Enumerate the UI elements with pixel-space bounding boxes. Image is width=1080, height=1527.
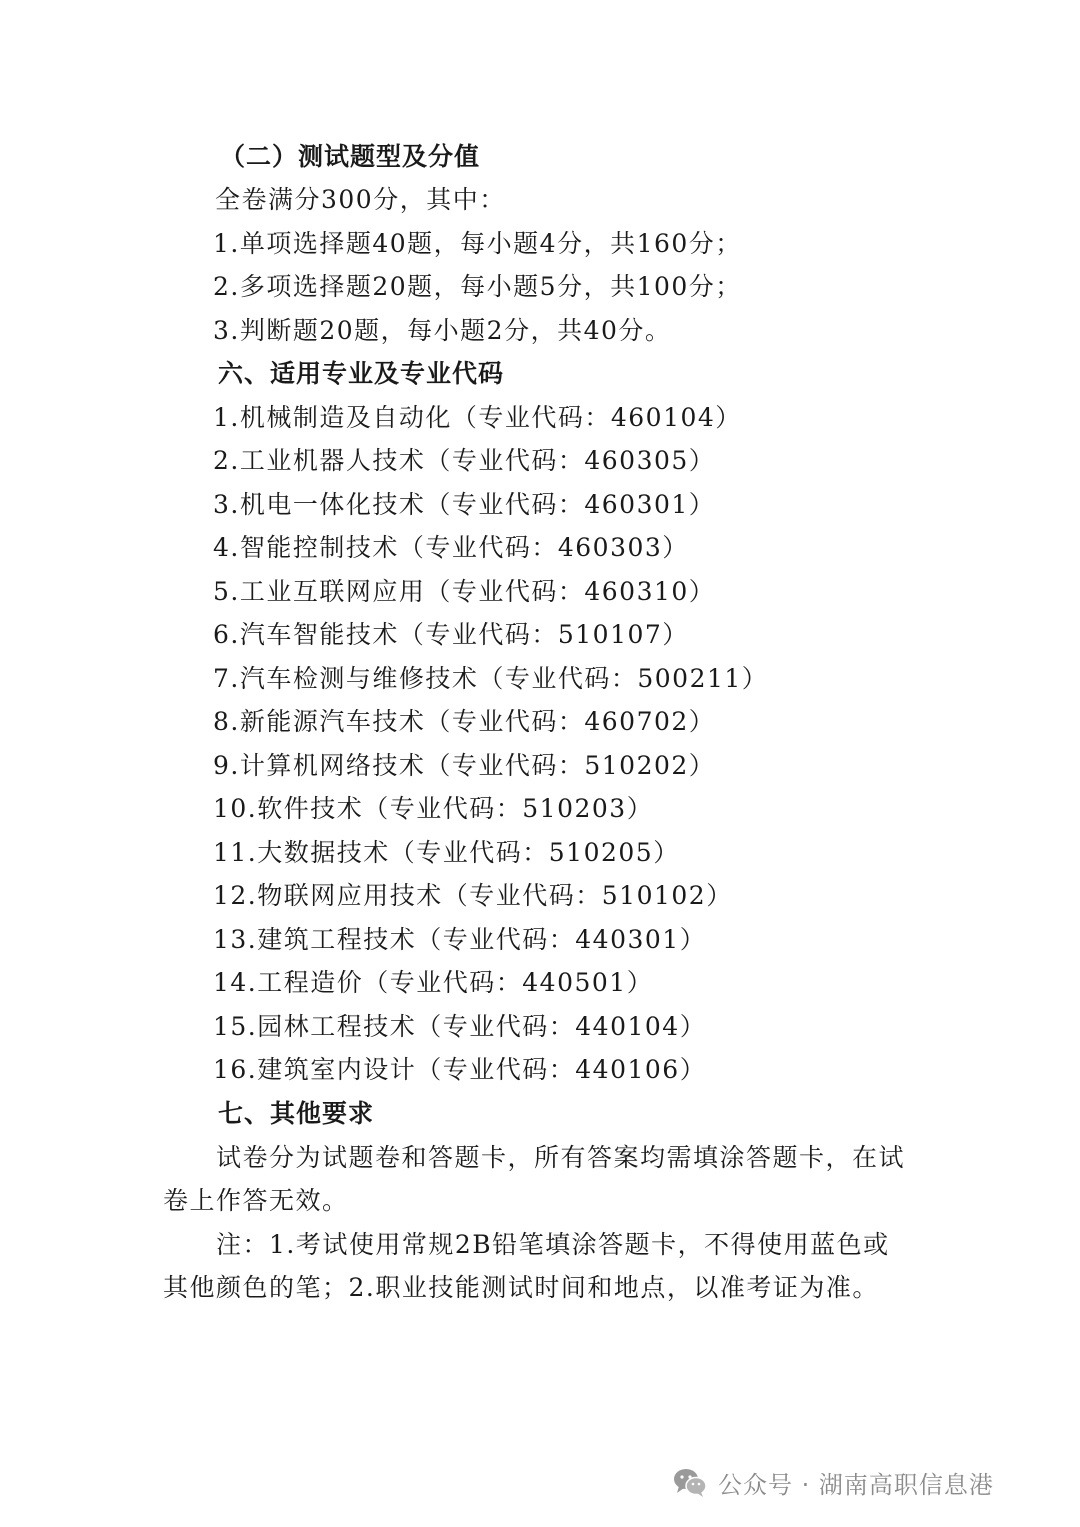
list-item: 10.软件技术（专业代码：510203） [213,794,654,823]
list-item: 15.园林工程技术（专业代码：440104） [213,1012,707,1041]
section-test-heading: （二）测试题型及分值 [220,142,481,171]
list-item: 13.建筑工程技术（专业代码：440301） [213,925,707,954]
list-item: 11.大数据技术（专业代码：510205） [213,838,680,867]
list-item: 1.机械制造及自动化（专业代码：460104） [213,403,742,432]
list-item: 3.判断题20题，每小题2分，共40分。 [213,316,672,345]
list-item: 12.物联网应用技术（专业代码：510102） [213,881,733,910]
list-item: 9.计算机网络技术（专业代码：510202） [213,751,716,780]
section-other-heading: 七、其他要求 [218,1099,375,1128]
list-item: 2.多项选择题20题，每小题5分，共100分； [213,272,742,301]
section-majors-heading: 六、适用专业及专业代码 [218,359,505,388]
watermark-text: 公众号 · 湖南高职信息港 [718,1470,994,1499]
section-test-intro: 全卷满分300分，其中： [215,185,506,214]
note-line2: 其他颜色的笔；2.职业技能测试时间和地点，以准考证为准。 [163,1273,879,1302]
list-item: 14.工程造价（专业代码：440501） [213,968,654,997]
list-item: 8.新能源汽车技术（专业代码：460702） [213,707,716,736]
list-item: 16.建筑室内设计（专业代码：440106） [213,1055,707,1084]
list-item: 2.工业机器人技术（专业代码：460305） [213,446,716,475]
list-item: 5.工业互联网应用（专业代码：460310） [213,577,716,606]
list-item: 6.汽车智能技术（专业代码：510107） [213,620,689,649]
list-item: 3.机电一体化技术（专业代码：460301） [213,490,716,519]
list-item: 7.汽车检测与维修技术（专业代码：500211） [213,664,769,693]
note-line1: 注：1.考试使用常规2B铅笔填涂答题卡，不得使用蓝色或 [216,1230,890,1259]
watermark [672,1462,994,1502]
list-item: 1.单项选择题40题，每小题4分，共160分； [213,229,742,258]
list-item: 4.智能控制技术（专业代码：460303） [213,533,689,562]
wechat-icon [672,1466,708,1498]
requirement-paragraph-line1: 试卷分为试题卷和答题卡，所有答案均需填涂答题卡，在试 [216,1143,906,1172]
requirement-paragraph-line2: 卷上作答无效。 [163,1186,349,1215]
